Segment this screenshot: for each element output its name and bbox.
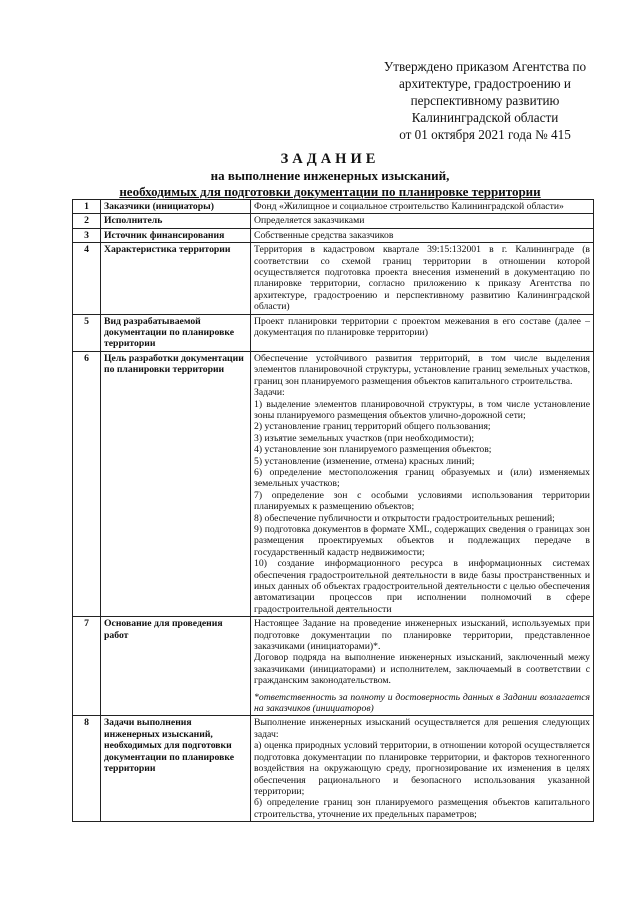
row-label: Характеристика территории bbox=[101, 243, 251, 314]
value-paragraph: 9) подготовка документов в формате XML, содержащих сведения о границах зон размещения проектируемых объектов и подлежащих передаче в государственный кадастр недвижимости; bbox=[254, 523, 590, 558]
row-value bbox=[251, 214, 594, 228]
approval-line: Утверждено приказом Агентства по bbox=[383, 59, 587, 74]
row-value bbox=[251, 617, 594, 716]
row-label: Вид разрабатываемой документации по планировке территории bbox=[101, 314, 251, 351]
approval-line: от 01 октября 2021 года № 415 bbox=[399, 127, 571, 142]
value-paragraph: Проект планировки территории с проектом межевания в его составе (далее – документация по планировке территории) bbox=[254, 315, 590, 339]
footnote: *ответственность за полноту и достоверность данных в Задании возлагается на заказчиков (инициаторов) bbox=[254, 691, 590, 715]
row-label: Основание для проведения работ bbox=[101, 617, 251, 716]
table-row bbox=[73, 200, 594, 214]
document-title bbox=[60, 150, 600, 200]
row-value bbox=[251, 716, 594, 822]
row-number: 6 bbox=[73, 351, 101, 616]
table-row bbox=[73, 351, 594, 616]
value-paragraph: Собственные средства заказчиков bbox=[254, 229, 394, 241]
row-number: 4 bbox=[73, 243, 101, 314]
table-row bbox=[73, 214, 594, 228]
value-paragraph: 5) установление (изменение, отмена) красных линий; bbox=[254, 455, 475, 467]
approval-line: архитектуре, градостроению и bbox=[399, 76, 571, 91]
value-paragraph: 7) определение зон с особыми условиями использования территории планируемых к размещению объектов; bbox=[254, 489, 590, 513]
row-number: 1 bbox=[73, 200, 101, 214]
row-label: Заказчики (инициаторы) bbox=[101, 200, 251, 214]
table-row bbox=[73, 228, 594, 242]
value-paragraph: 1) выделение элементов планировочной структуры, в том числе установление зоны планируемого размещения объектов улично-дорожной сети; bbox=[254, 398, 590, 421]
value-paragraph: 2) установление границ территорий общего пользования; bbox=[254, 421, 491, 433]
row-label: Исполнитель bbox=[101, 214, 251, 228]
approval-line: перспективному развитию bbox=[410, 93, 560, 108]
row-value bbox=[251, 314, 594, 351]
table-row bbox=[73, 617, 594, 716]
row-value bbox=[251, 351, 594, 616]
value-paragraph: 10) создание информационного ресурса в информационных системах обеспечения градостроительной деятельности в виде базы пространственных и иных данных об объектах градостроительной деятельности с целью обеспечения автоматизации процессов при исполнении полномочий в сфере градостроительной деятельности bbox=[254, 558, 590, 615]
row-value bbox=[251, 200, 594, 214]
row-label: Цель разработки документации по планировки территории bbox=[101, 351, 251, 616]
approval-line: Калининградской области bbox=[411, 110, 559, 125]
title-subtitle-underlined: необходимых для подготовки документации по планировке территории bbox=[119, 184, 541, 199]
row-number: 7 bbox=[73, 617, 101, 716]
value-paragraph: 8) обеспечение публичности и открытости градостроительных решений; bbox=[254, 512, 555, 524]
value-paragraph: Обеспечение устойчивого развития территорий, в том числе выделения элементов планировочной структуры, установление границ земельных участков, границ зон планируемого размещения объектов капитального строительства. bbox=[254, 352, 590, 387]
value-paragraph: Определяется заказчиками bbox=[254, 215, 365, 227]
value-paragraph: Настоящее Задание на проведение инженерных изысканий, используемых при подготовке документации по планировке территории, представленное заказчиками (инициаторами)*. bbox=[254, 618, 590, 653]
row-number: 5 bbox=[73, 314, 101, 351]
title-main: ЗАДАНИЕ bbox=[280, 151, 380, 167]
row-value bbox=[251, 243, 594, 314]
title-subtitle: на выполнение инженерных изысканий, bbox=[210, 168, 450, 183]
value-paragraph: Территория в кадастровом квартале 39:15:132001 в г. Калининграде (в соответствии со схемой границ территории в отношении которой осуществляется подготовка проекта внесения изменений в документацию по планировке территории, согласно приложению к приказу Агентства по архитектуре, градостроению и перспективному развитию Калининградской области) bbox=[254, 244, 590, 313]
value-paragraph: 4) установление зон планируемого размещения объектов; bbox=[254, 444, 492, 456]
row-number: 8 bbox=[73, 716, 101, 822]
row-value bbox=[251, 228, 594, 242]
value-paragraph: Договор подряда на выполнение инженерных изысканий, заключенный межу заказчиками (инициаторами) и исполнителем, заключаемый в соответствии с гражданским законодательством. bbox=[254, 652, 590, 687]
approval-block bbox=[360, 58, 610, 143]
value-paragraph: Фонд «Жилищное и социальное строительство Калининградской области» bbox=[254, 201, 564, 212]
value-paragraph: 6) определение местоположения границ образуемых и (или) изменяемых земельных участков; bbox=[254, 466, 590, 490]
value-paragraph: 3) изъятие земельных участков (при необходимости); bbox=[254, 432, 475, 444]
value-paragraph: Задачи: bbox=[254, 387, 285, 399]
specification-table bbox=[72, 199, 594, 822]
row-number: 3 bbox=[73, 228, 101, 242]
row-label: Задачи выполнения инженерных изысканий, необходимых для подготовки документации по планировке территории bbox=[101, 716, 251, 822]
value-paragraph: Выполнение инженерных изысканий осуществляется для решения следующих задач: bbox=[254, 717, 590, 740]
value-paragraph: б) определение границ зон планируемого размещения объектов капитального строительства, уточнение их предельных параметров; bbox=[254, 797, 590, 820]
row-label: Источник финансирования bbox=[101, 228, 251, 242]
value-paragraph: а) оценка природных условий территории, в отношении которой осуществляется подготовка документации по планировке территории, и факторов техногенного воздействия на окружающую среду, прогнозирование их изменения в целях обеспечения рационального и безопасного использования указанной территории; bbox=[254, 740, 590, 797]
table-row bbox=[73, 243, 594, 314]
row-number: 2 bbox=[73, 214, 101, 228]
table-row bbox=[73, 314, 594, 351]
table-row bbox=[73, 716, 594, 822]
